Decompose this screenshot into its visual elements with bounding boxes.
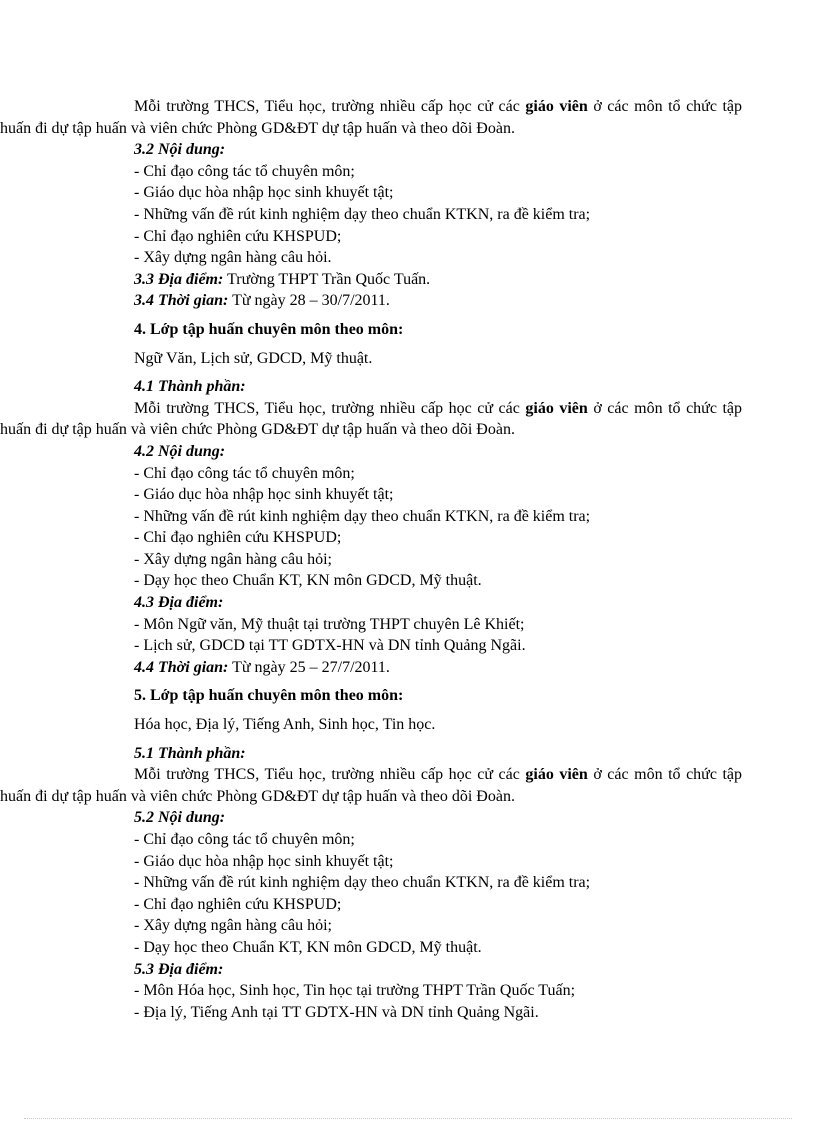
sec3-location-value: Trường THPT Trần Quốc Tuấn. [223, 270, 431, 288]
sec5-location-title: 5.3 Địa điểm: [134, 960, 224, 978]
sec5-subjects: Hóa học, Địa lý, Tiếng Anh, Sinh học, Tin học. [134, 716, 436, 734]
list-item: - Giáo dục hòa nhập học sinh khuyết tật; [134, 852, 394, 870]
list-item: - Xây dựng ngân hàng câu hỏi; [134, 917, 332, 935]
list-item: - Chỉ đạo nghiên cứu KHSPUD; [134, 895, 342, 913]
sec3-content-list [134, 161, 742, 269]
sec3-intro-paragraph [0, 96, 742, 139]
sec4-time [134, 657, 742, 679]
list-item: - Chỉ đạo công tác tổ chuyên môn; [134, 831, 355, 848]
list-item: - Môn Hóa học, Sinh học, Tin học tại trường THPT Trần Quốc Tuấn; [134, 982, 576, 1000]
sec4-time-value: Từ ngày 25 – 27/7/2011. [228, 658, 390, 676]
list-item: - Xây dựng ngân hàng câu hỏi. [134, 249, 332, 267]
list-item: - Những vấn đề rút kinh nghiệm dạy theo chuẩn KTKN, ra đề kiểm tra; [134, 205, 591, 223]
list-item: - Môn Ngữ văn, Mỹ thuật tại trường THPT chuyên Lê Khiết; [134, 615, 525, 633]
sec3-intro-text-end: ở các môn tổ chức tập huấn đi dự tập huấn và viên chức Phòng GD&ĐT dự tập huấn và theo dõi Đoàn. [0, 98, 743, 137]
sec5-members-title: 5.1 Thành phần: [134, 744, 246, 762]
list-item: - Dạy học theo Chuẩn KT, KN môn GDCD, Mỹ thuật. [134, 938, 482, 956]
list-item: - Lịch sử, GDCD tại TT GDTX-HN và DN tỉnh Quảng Ngãi. [134, 637, 526, 655]
list-item: - Những vấn đề rút kinh nghiệm dạy theo chuẩn KTKN, ra đề kiểm tra; [134, 874, 591, 892]
list-item: - Giáo dục hòa nhập học sinh khuyết tật; [134, 184, 394, 202]
list-item: - Chỉ đạo nghiên cứu KHSPUD; [134, 227, 342, 245]
sec5-intro-text: Mỗi trường THCS, Tiểu học, trường nhiều cấp học cử các [134, 766, 526, 784]
sec4-intro-paragraph [0, 398, 742, 441]
sec4-heading: 4. Lớp tập huấn chuyên môn theo môn: [134, 320, 404, 338]
sec5-intro-text-end: ở các môn tổ chức tập huấn đi dự tập huấn và viên chức Phòng GD&ĐT dự tập huấn và theo dõi Đoàn. [0, 766, 743, 805]
sec4-content-title: 4.2 Nội dung: [134, 442, 226, 460]
list-item: - Giáo dục hòa nhập học sinh khuyết tật; [134, 486, 394, 504]
sec4-subjects: Ngữ Văn, Lịch sử, GDCD, Mỹ thuật. [134, 349, 373, 367]
sec3-time [134, 290, 742, 312]
sec3-intro-bold: giáo viên [525, 98, 588, 115]
sec5-content-title: 5.2 Nội dung: [134, 809, 226, 827]
sec3-location-label: 3.3 Địa điểm: [134, 270, 224, 288]
page-body [0, 96, 743, 1023]
sec5-heading: 5. Lớp tập huấn chuyên môn theo môn: [134, 687, 404, 705]
list-item: - Những vấn đề rút kinh nghiệm dạy theo chuẩn KTKN, ra đề kiểm tra; [134, 507, 591, 525]
sec3-time-label: 3.4 Thời gian: [134, 292, 229, 310]
sec4-content-list [134, 463, 742, 593]
sec4-members-title: 4.1 Thành phần: [134, 378, 246, 396]
sec3-location [134, 269, 742, 291]
list-item: - Chỉ đạo công tác tổ chuyên môn; [134, 464, 355, 482]
sec4-intro-text: Mỗi trường THCS, Tiểu học, trường nhiều cấp học cử các [134, 399, 526, 417]
list-item: - Chỉ đạo nghiên cứu KHSPUD; [134, 529, 342, 547]
sec5-content-list [134, 829, 742, 959]
sec4-intro-bold: giáo viên [525, 399, 588, 417]
page-bottom-divider [24, 1118, 792, 1119]
sec4-time-label: 4.4 Thời gian: [134, 658, 229, 676]
list-item: - Địa lý, Tiếng Anh tại TT GDTX-HN và DN tỉnh Quảng Ngãi. [134, 1003, 539, 1021]
list-item: - Dạy học theo Chuẩn KT, KN môn GDCD, Mỹ thuật. [134, 572, 482, 590]
sec5-intro-paragraph [0, 764, 742, 807]
sec3-time-value: Từ ngày 28 – 30/7/2011. [228, 292, 390, 310]
sec4-intro-text-end: ở các môn tổ chức tập huấn đi dự tập huấn và viên chức Phòng GD&ĐT dự tập huấn và theo dõi Đoàn. [0, 399, 743, 439]
sec5-intro-bold: giáo viên [525, 766, 588, 784]
sec3-content-title: 3.2 Nội dung: [134, 141, 226, 159]
list-item: - Chỉ đạo công tác tổ chuyên môn; [134, 162, 355, 180]
sec3-intro-text: Mỗi trường THCS, Tiểu học, trường nhiều cấp học cử các [134, 98, 526, 115]
list-item: - Xây dựng ngân hàng câu hỏi; [134, 550, 332, 568]
sec4-location-title: 4.3 Địa điểm: [134, 594, 224, 612]
sec4-location-list [134, 614, 742, 657]
sec5-location-list [134, 980, 742, 1023]
